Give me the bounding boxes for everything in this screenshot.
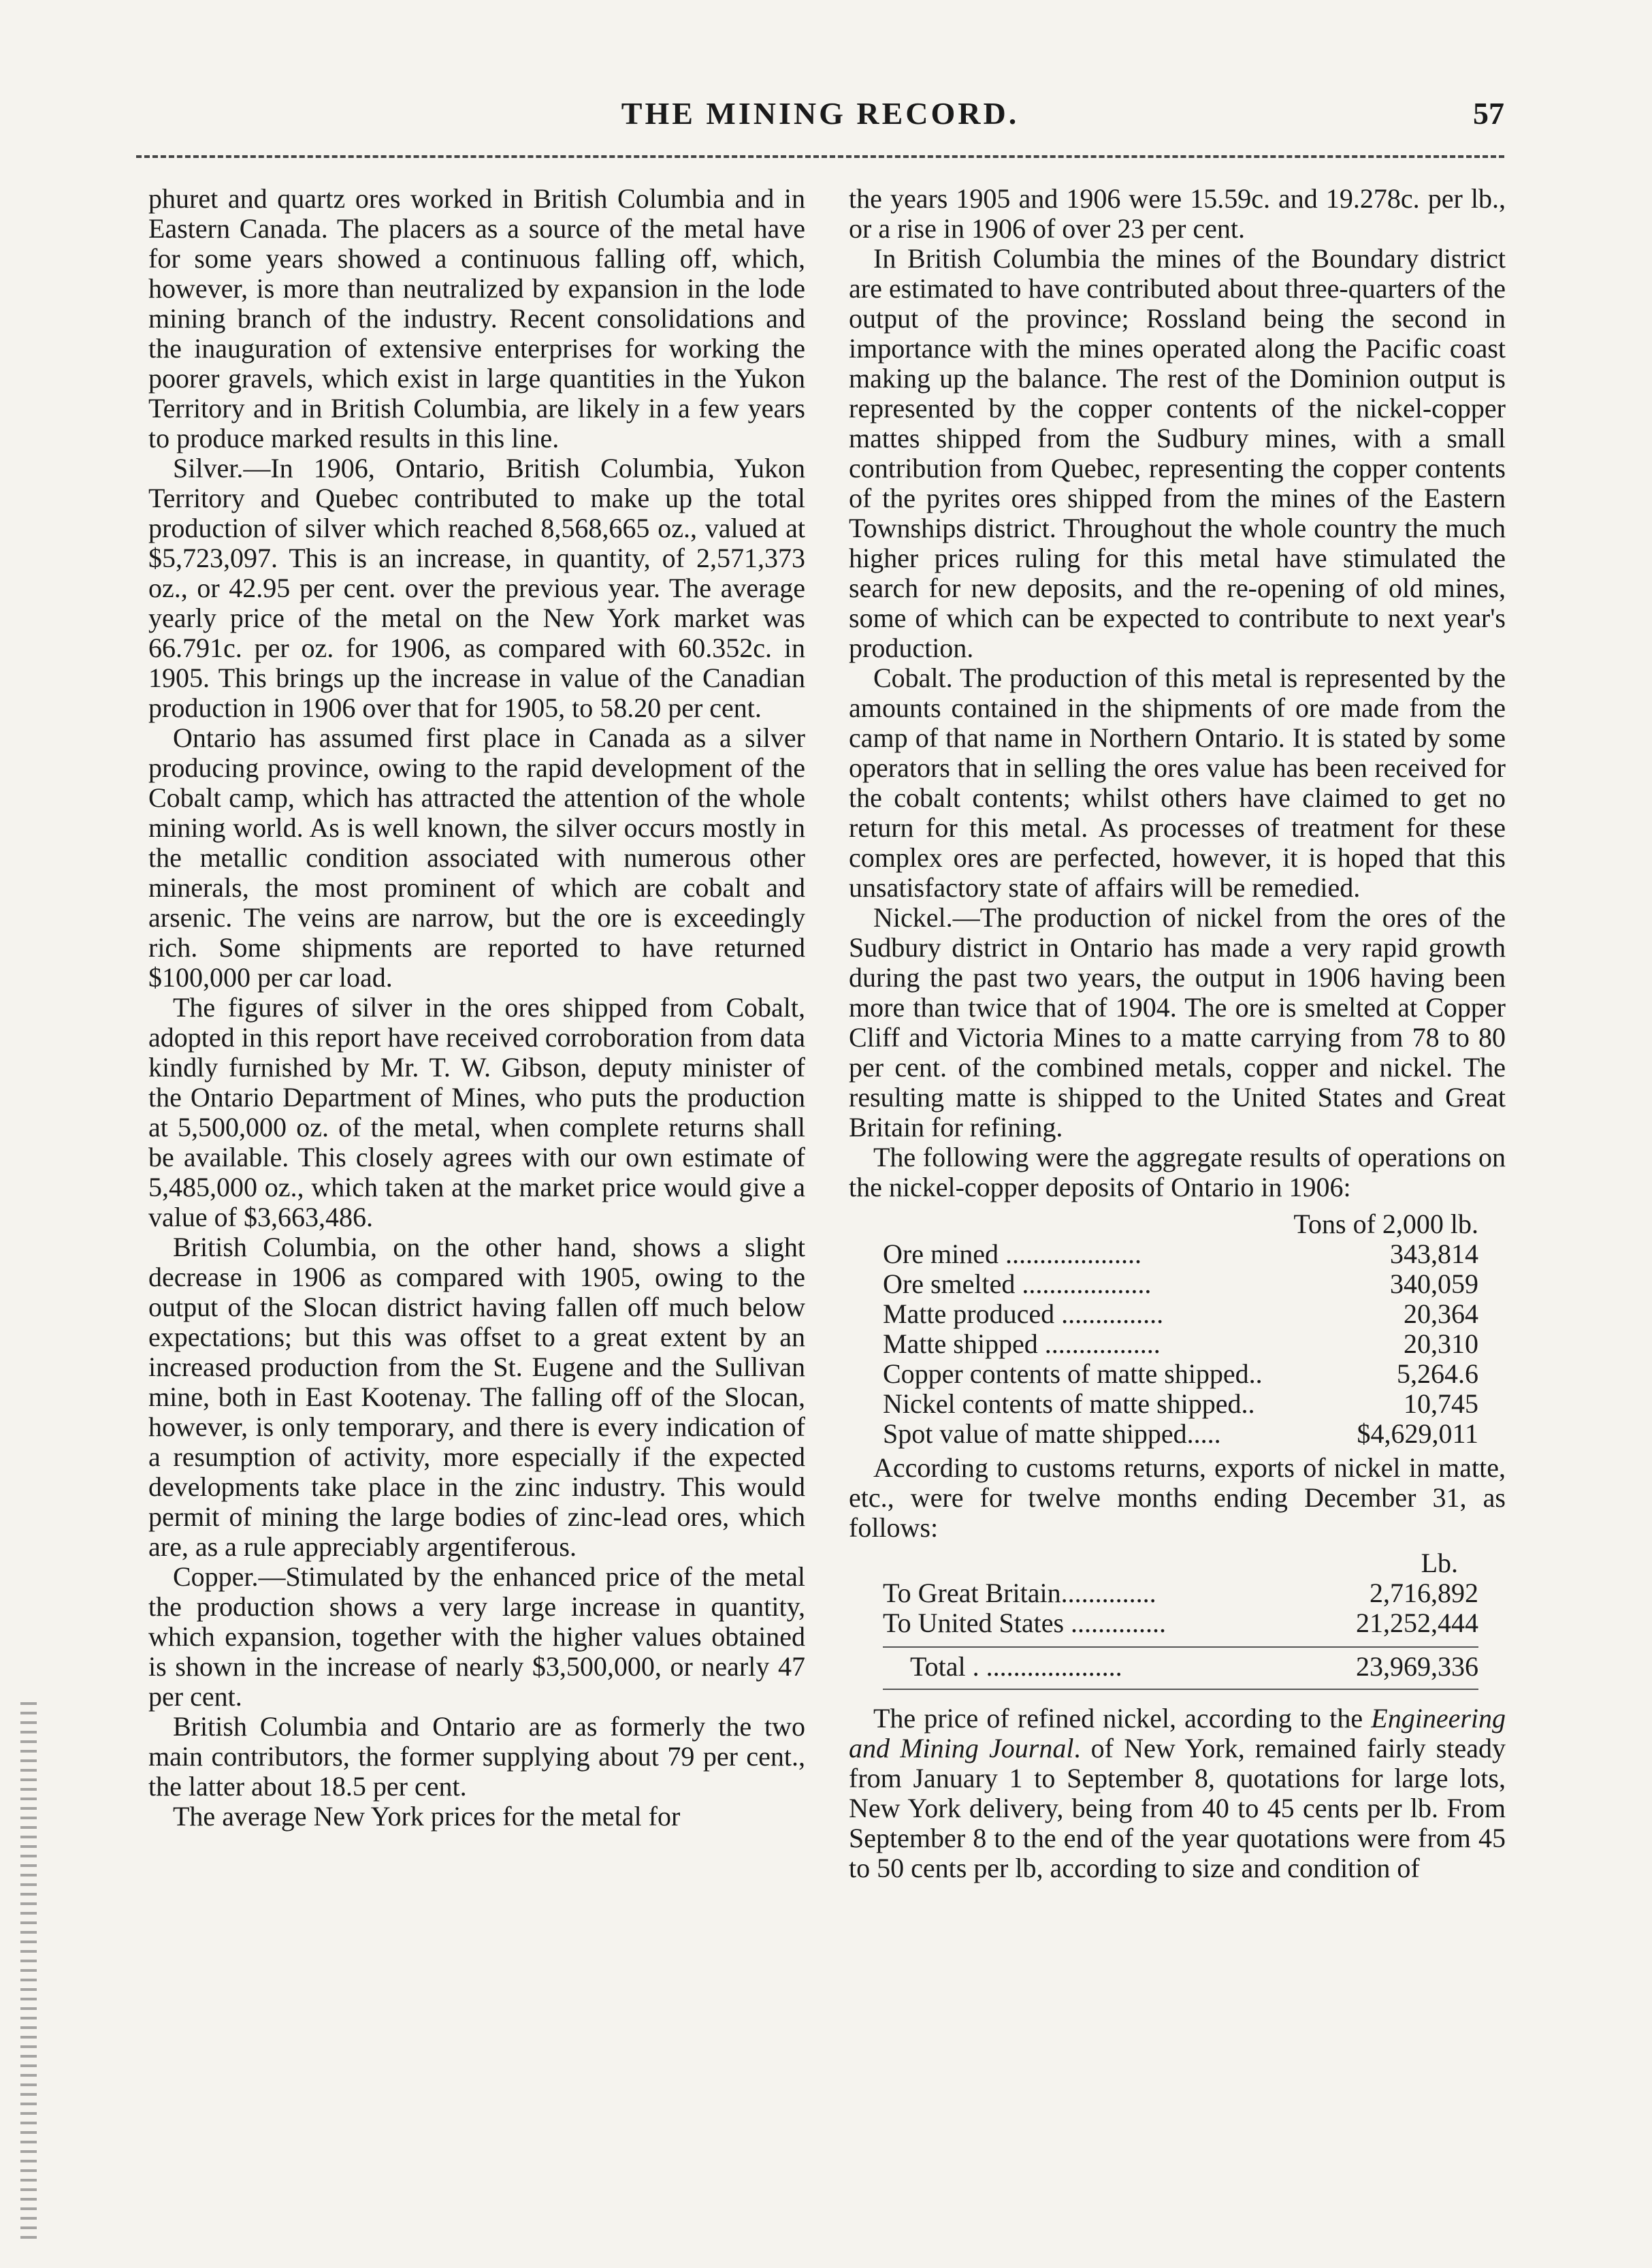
row-value: 343,814 — [1390, 1239, 1478, 1269]
table-row — [883, 1239, 1506, 1269]
paragraph-nickel-price — [849, 1704, 1506, 1883]
left-column — [148, 184, 805, 2213]
total-label: Total . .................... — [910, 1652, 1122, 1682]
paragraph-text: The production of this metal is represented by the amounts contained in the shipments of ore made from the camp of that name in Northern Ontario. It is stated by some operators that in selling the ores value has been received for the cobalt contents; whilst others have claimed to get no return for this metal. As processes of treatment for these complex ores are perfected, however, it is hoped that this unsatisfactory state of affairs will be remedied. — [849, 662, 1506, 903]
section-head-nickel: Nickel.— — [873, 902, 980, 933]
row-label: Ore mined .................... — [883, 1239, 1141, 1269]
row-label: Spot value of matte shipped..... — [883, 1419, 1221, 1449]
paragraph-text: Stimulated by the enhanced price of the metal the production shows a very large increase in quantity, which expansion, together with the higher values obtained is shown in the increase of nearly $3,500,000, or nearly 47 per cent. — [148, 1561, 805, 1712]
row-value: $4,629,011 — [1357, 1418, 1478, 1449]
exports-table — [849, 1548, 1506, 1690]
running-title: THE MINING RECORD. — [621, 96, 1020, 131]
table-row — [883, 1299, 1506, 1329]
journal-title: Engineering and Mining Journal — [849, 1703, 1506, 1763]
paragraph: In British Columbia the mines of the Boundary district are estimated to have contributed about three-quarters of the output of the province; Rossland being the second in importance with the mines operated along the Pacific coast making up the balance. The rest of the Dominion output is represented by the copper contents of the nickel-copper mattes shipped from the Sudbury mines, with a small contribution from Quebec, representing the copper contents of the pyrites ores shipped from the mines of the Eastern Townships district. Throughout the whole country the much higher prices ruling for this metal have stimulated the search for new deposits, and the re-opening of old mines, some of which can be expected to contribute to next year's production. — [849, 243, 1506, 663]
right-column — [849, 184, 1506, 2213]
paragraph-text: The production of nickel from the ores of the Sudbury district in Ontario has made a very rapid growth during the past two years, the output in 1906 having been more than twice that of 1904. The ore is smelted at Copper Cliff and Victoria Mines to a matte carrying from 78 to 80 per cent. of the combined metals, copper and nickel. The resulting matte is shipped to the United States and Great Britain for refining. — [849, 902, 1506, 1143]
row-label: Copper contents of matte shipped.. — [883, 1359, 1263, 1389]
page-header — [136, 95, 1504, 150]
section-head-copper: Copper.— — [173, 1561, 286, 1592]
section-head-silver: Silver.— — [173, 453, 271, 483]
paragraph: The following were the aggregate results of operations on the nickel-copper deposits of Ontario in 1906: — [849, 1142, 1506, 1202]
table-row — [883, 1269, 1506, 1299]
table-row — [883, 1359, 1506, 1389]
table-divider — [883, 1689, 1478, 1690]
scan-margin-artifact — [20, 1702, 37, 2240]
paragraph: According to customs returns, exports of nickel in matte, etc., were for twelve months ending December 31, as follows: — [849, 1452, 1506, 1543]
paragraph: the years 1905 and 1906 were 15.59c. and 19.278c. per lb., or a rise in 1906 of over 23 per cent. — [849, 184, 1506, 244]
total-divider — [883, 1646, 1478, 1648]
row-label: Matte shipped ................. — [883, 1329, 1161, 1359]
row-label: Ore smelted ................... — [883, 1269, 1152, 1299]
paragraph-nickel — [849, 903, 1506, 1143]
total-value: 23,969,336 — [1356, 1651, 1478, 1682]
table-row — [883, 1389, 1506, 1419]
paragraph-text: The price of refined nickel, according to the — [873, 1703, 1372, 1734]
paragraph-copper — [148, 1562, 805, 1712]
paragraph: British Columbia, on the other hand, shows a slight decrease in 1906 as compared with 1905, owing to the output of the Slocan district having fallen off much below expectations; but this was offset to a great extent by an increased production from the St. Eugene and the Sullivan mine, both in East Kootenay. The falling off of the Slocan, however, is only temporary, and there is every indication of a resumption of activity, more especially if the expected developments take place in the zinc industry. This would permit of mining the large bodies of zinc-lead ores, which are, as a rule appreciably argentiferous. — [148, 1232, 805, 1562]
row-value: 340,059 — [1390, 1268, 1478, 1299]
paragraph: phuret and quartz ores worked in British Columbia and in Eastern Canada. The placers as a source of the metal have for some years showed a continuous falling off, which, however, is more than neutralized by expansion in the lode mining branch of the industry. Recent consolidations and the inauguration of extensive enterprises for working the poorer gravels, which exist in large quantities in the Yukon Territory and in British Columbia, are likely in a few years to produce marked results in this line. — [148, 184, 805, 453]
row-label: Matte produced ............... — [883, 1299, 1164, 1329]
row-value: 2,716,892 — [1370, 1578, 1478, 1608]
section-head-cobalt: Cobalt. — [873, 662, 953, 693]
table-row — [883, 1329, 1506, 1359]
paragraph-silver — [148, 453, 805, 723]
row-label: To Great Britain.............. — [883, 1578, 1156, 1608]
row-label: Nickel contents of matte shipped.. — [883, 1389, 1255, 1419]
exports-units: Lb. — [1421, 1548, 1458, 1578]
total-row — [910, 1652, 1506, 1682]
header-rule — [136, 155, 1504, 158]
table-row — [883, 1419, 1506, 1449]
paragraph: Ontario has assumed first place in Canada as a silver producing province, owing to the rapid development of the Cobalt camp, which has attracted the attention of the whole mining world. As is well known, the silver occurs mostly in the metallic condition associated with numerous other minerals, the most prominent of which are cobalt and arsenic. The veins are narrow, but the ore is exceedingly rich. Some shipments are reported to have returned $100,000 per car load. — [148, 722, 805, 993]
row-value: 21,252,444 — [1356, 1608, 1478, 1638]
row-value: 5,264.6 — [1397, 1358, 1478, 1389]
page-number: 57 — [1473, 96, 1504, 131]
row-value: 20,310 — [1404, 1328, 1478, 1359]
operations-table — [849, 1209, 1506, 1449]
paragraph: British Columbia and Ontario are as formerly the two main contributors, the former supplying about 79 per cent., the latter about 18.5 per cent. — [148, 1711, 805, 1802]
operations-units: Tons of 2,000 lb. — [1293, 1209, 1478, 1239]
paragraph: The figures of silver in the ores shipped from Cobalt, adopted in this report have received corroboration from data kindly furnished by Mr. T. W. Gibson, deputy minister of the Ontario Department of Mines, who puts the production at 5,500,000 oz. of the metal, when complete returns shall be available. This closely agrees with our own estimate of 5,485,000 oz., which taken at the market price would give a value of $3,663,486. — [148, 992, 805, 1232]
table-row — [883, 1578, 1506, 1608]
row-value: 10,745 — [1404, 1388, 1478, 1419]
table-row — [883, 1608, 1506, 1638]
paragraph-text: In 1906, Ontario, British Columbia, Yukon Territory and Quebec contributed to make up the total production of silver which reached 8,568,665 oz., valued at $5,723,097. This is an increase, in quantity, of 2,571,373 oz., or 42.95 per cent. over the previous year. The average yearly price of the metal on the New York market was 66.791c. per oz. for 1906, as compared with 60.352c. in 1905. This brings up the increase in value of the Canadian production in 1906 over that for 1905, to 58.20 per cent. — [148, 453, 805, 723]
row-label: To United States .............. — [883, 1608, 1167, 1638]
paragraph-text: . of New York, remained fairly steady from January 1 to September 8, quotations for large lots, New York delivery, being from 40 to 45 cents per lb. From September 8 to the end of the year quotations were from 45 to 50 cents per lb, according to size and condition of — [849, 1733, 1506, 1883]
row-value: 20,364 — [1404, 1298, 1478, 1329]
paragraph-cobalt — [849, 663, 1506, 903]
paragraph: The average New York prices for the metal for — [173, 1801, 681, 1832]
